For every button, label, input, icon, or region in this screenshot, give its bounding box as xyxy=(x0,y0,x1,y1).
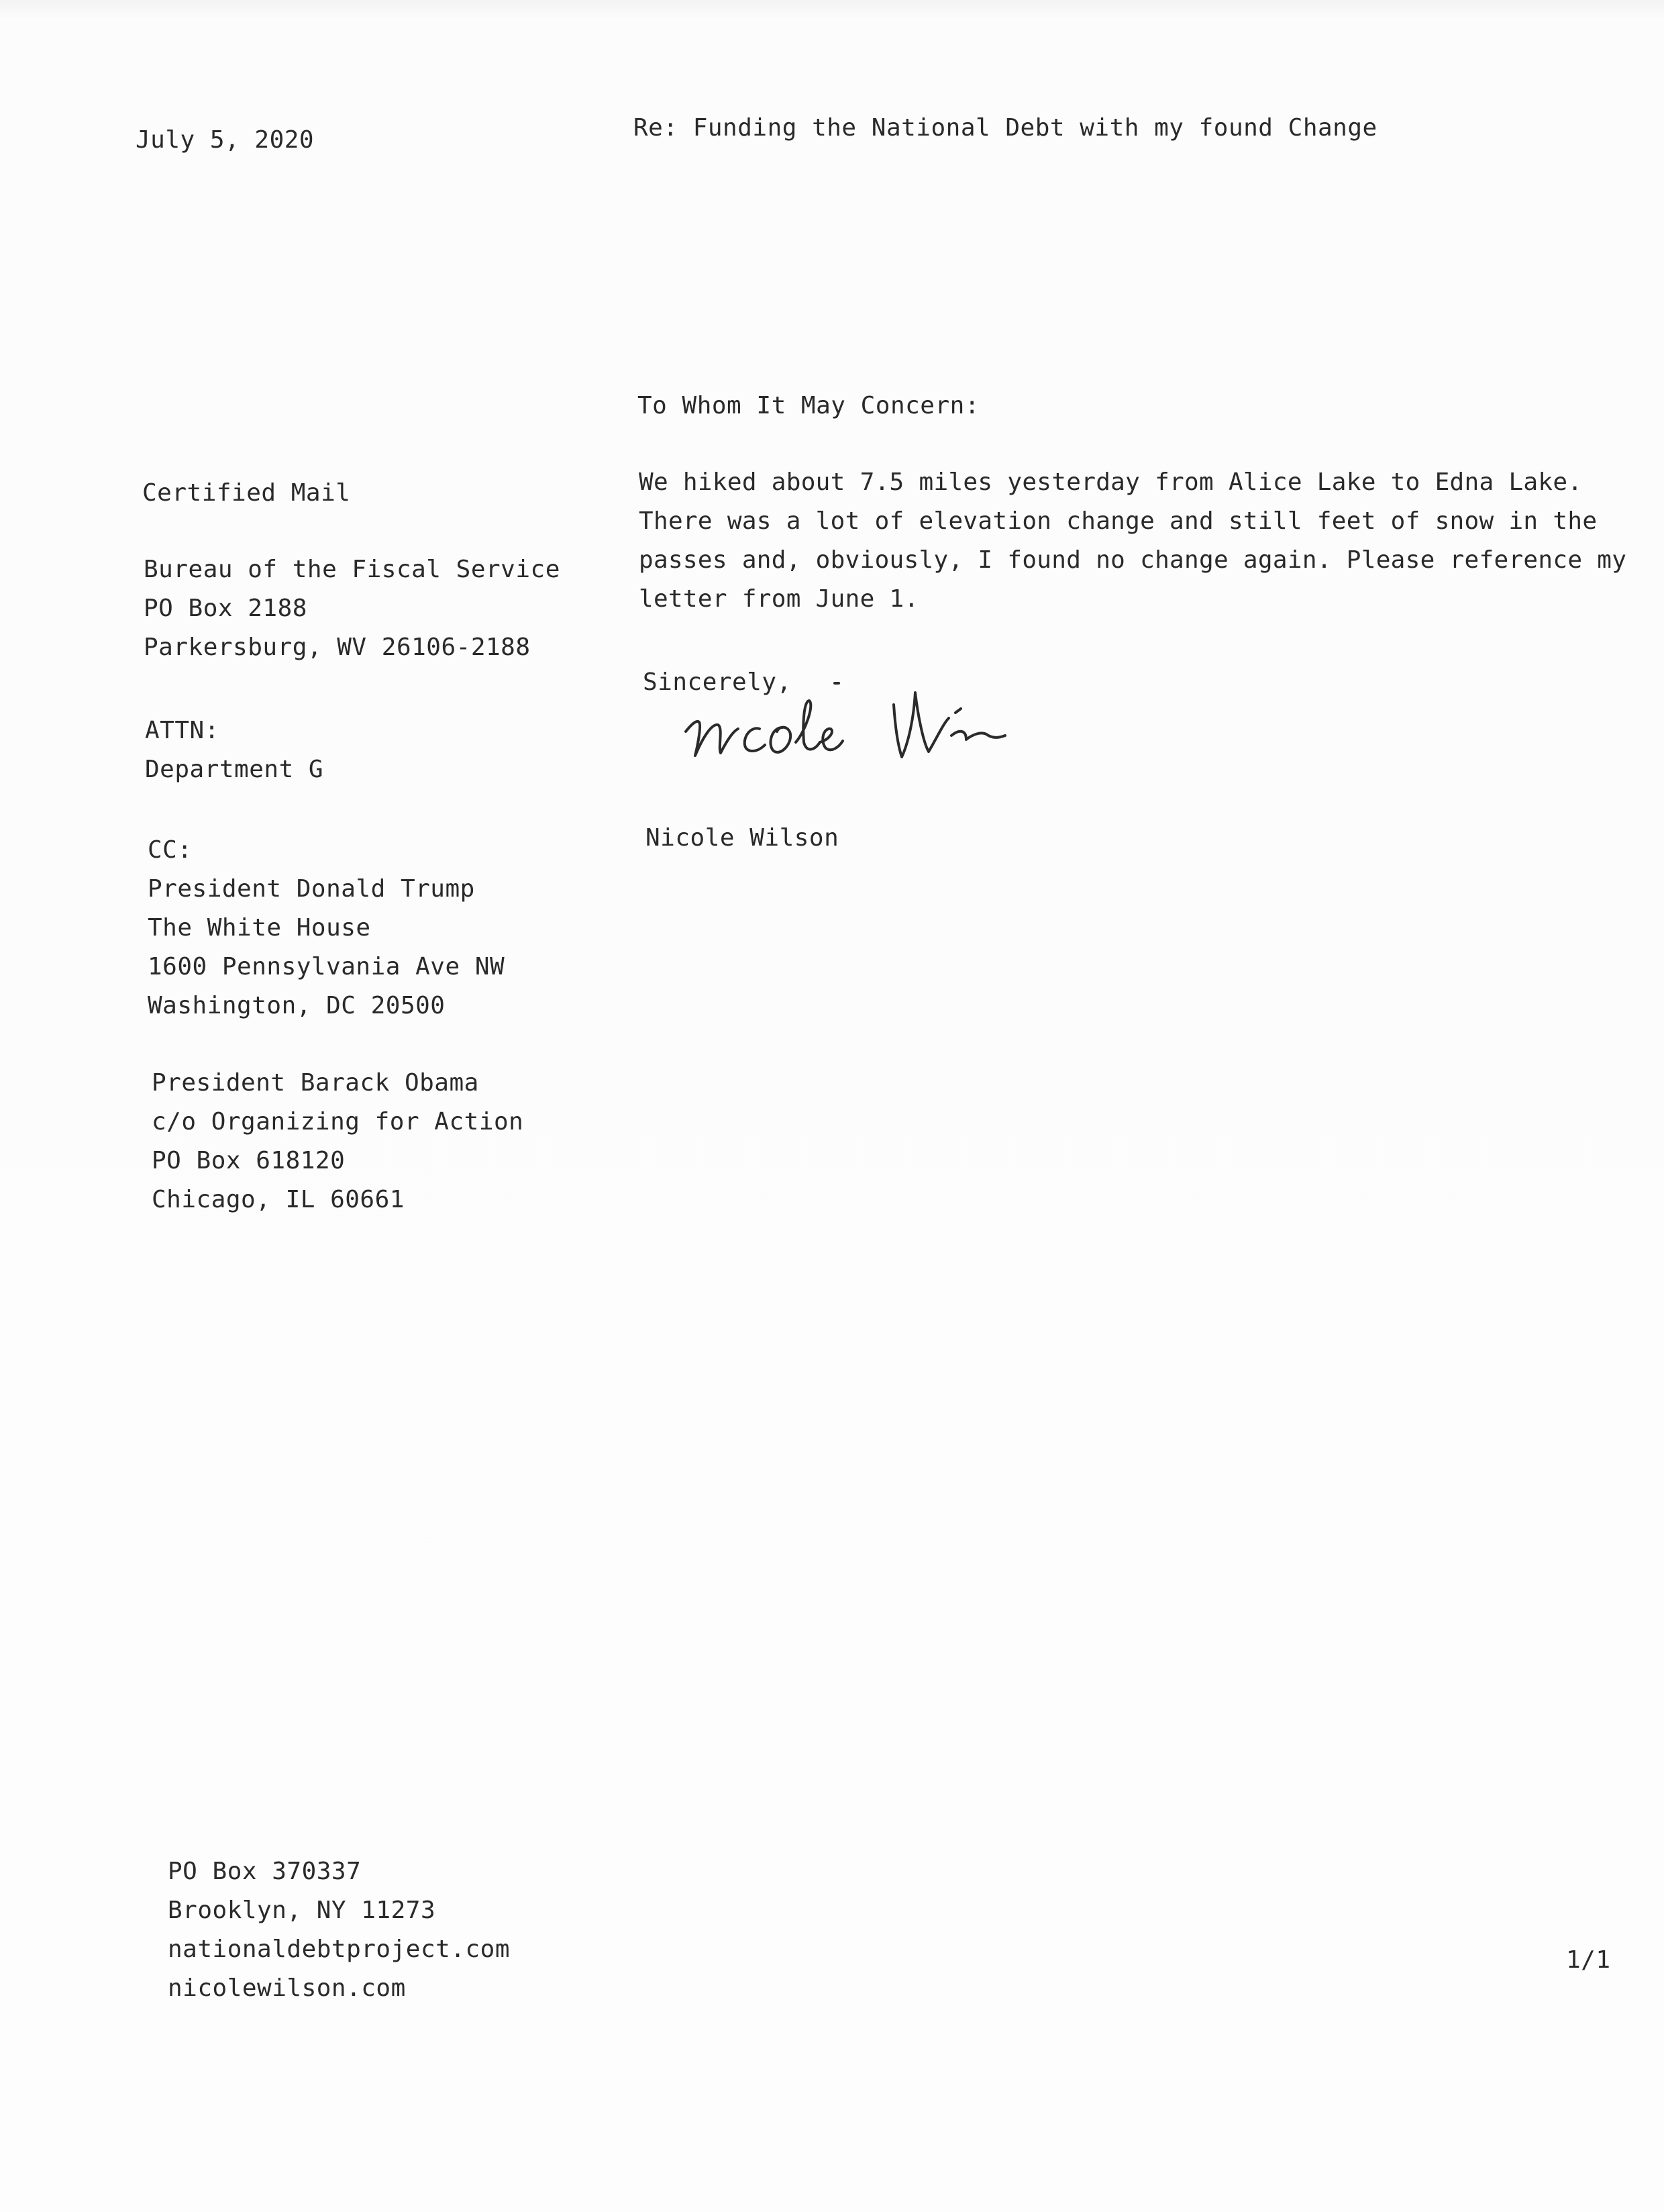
cc-label: CC: xyxy=(148,836,193,864)
address-line: Parkersburg, WV 26106-2188 xyxy=(144,634,531,661)
body-line: There was a lot of elevation change and still feet of snow in the xyxy=(639,507,1598,535)
body-line: We hiked about 7.5 miles yesterday from Alice Lake to Edna Lake. xyxy=(639,468,1583,496)
closing: Sincerely, xyxy=(643,668,792,696)
cc-second-recipient xyxy=(152,1064,523,1219)
handwritten-signature xyxy=(671,678,1020,778)
sender-line: nicolewilson.com xyxy=(168,1974,406,2002)
cc-address-line: The White House xyxy=(148,914,371,942)
letter-body xyxy=(639,463,1626,619)
address-line: PO Box 2188 xyxy=(144,595,307,622)
cc-address-line: c/o Organizing for Action xyxy=(152,1108,524,1136)
letter-subject: Re: Funding the National Debt with my found Change xyxy=(633,114,1377,142)
cc-address-line: 1600 Pennsylvania Ave NW xyxy=(148,953,505,981)
salutation: To Whom It May Concern: xyxy=(637,392,980,419)
cc-block xyxy=(148,831,505,1025)
signature-strokes xyxy=(686,693,1005,757)
attn-value: Department G xyxy=(145,756,324,783)
recipient-address xyxy=(144,550,560,667)
cc-address-line: Chicago, IL 60661 xyxy=(152,1186,405,1213)
delivery-method: Certified Mail xyxy=(142,479,351,507)
sender-line: nationaldebtproject.com xyxy=(168,1936,510,1963)
cc-address-line: Washington, DC 20500 xyxy=(148,992,446,1019)
sender-line: PO Box 370337 xyxy=(168,1858,362,1885)
cc-address-line: President Donald Trump xyxy=(148,875,475,903)
body-line: letter from June 1. xyxy=(639,585,919,613)
signature-name: Nicole Wilson xyxy=(645,824,839,852)
cc-address-line: PO Box 618120 xyxy=(152,1147,346,1174)
page-number: 1/1 xyxy=(1566,1946,1611,1974)
body-line: passes and, obviously, I found no change again. Please reference my xyxy=(639,546,1627,574)
attention-block xyxy=(145,711,323,789)
sender-line: Brooklyn, NY 11273 xyxy=(168,1897,436,1924)
letter-date: July 5, 2020 xyxy=(136,126,315,154)
cc-address-line: President Barack Obama xyxy=(152,1069,479,1097)
attn-label: ATTN: xyxy=(145,717,219,744)
address-line: Bureau of the Fiscal Service xyxy=(144,556,560,583)
sender-footer xyxy=(168,1852,510,2008)
